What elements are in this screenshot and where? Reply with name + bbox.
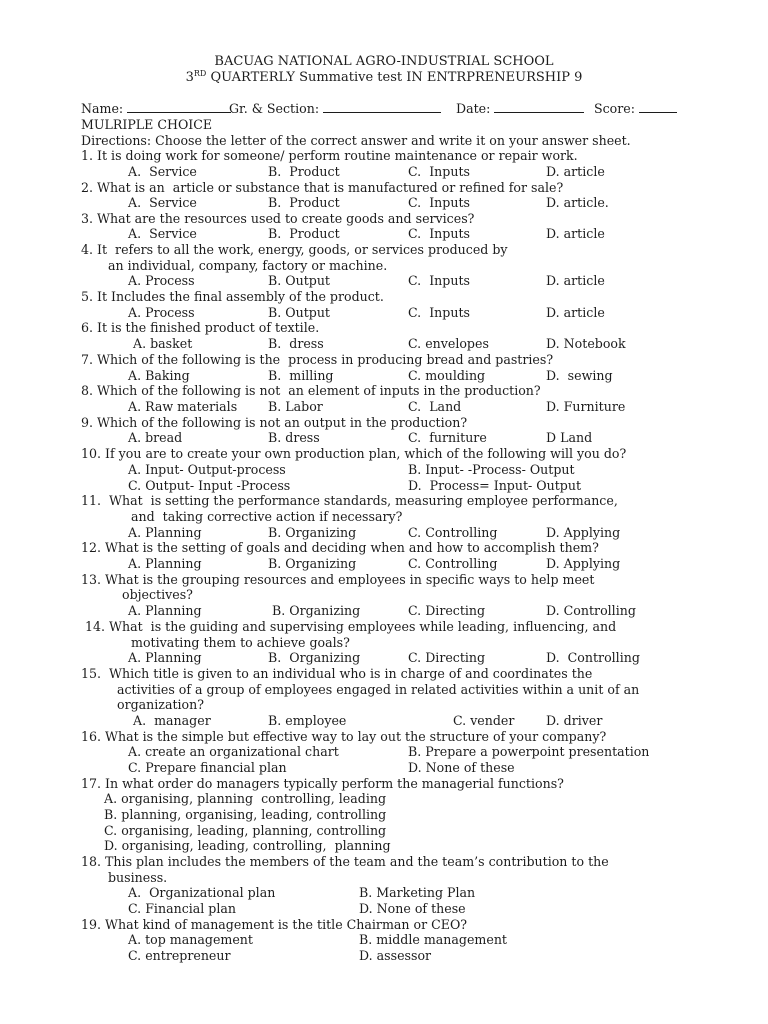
- q7-option-a: A. Baking: [128, 368, 190, 383]
- q1-option-c: C. Inputs: [408, 164, 470, 179]
- q14-option-d: D. Controlling: [546, 650, 640, 665]
- score-blank[interactable]: [639, 101, 677, 113]
- q9-option-b: B. dress: [268, 430, 320, 445]
- q16-option-d: D. None of these: [408, 760, 515, 775]
- question-15-stem-cont1: activities of a group of employees engaged in related activities within a unit of an: [117, 682, 640, 697]
- q4-option-b: B. Output: [268, 273, 330, 288]
- q13-option-b: B. Organizing: [272, 603, 361, 618]
- q9-option-c: C. furniture: [408, 430, 487, 445]
- q5-option-b: B. Output: [268, 305, 330, 320]
- q1-option-a: A. Service: [128, 164, 197, 179]
- q12-option-c: C. Controlling: [408, 556, 498, 571]
- question-3-stem: 3. What are the resources used to create goods and services?: [81, 211, 475, 226]
- q11-option-b: B. Organizing: [268, 525, 357, 540]
- q15-option-c: C. vender: [453, 713, 515, 728]
- q5-option-a: A. Process: [128, 305, 195, 320]
- score-field[interactable]: [594, 101, 677, 117]
- q10-option-a: A. Input- Output-process: [128, 462, 286, 477]
- q14-option-a: A. Planning: [128, 650, 202, 665]
- date-blank[interactable]: [494, 101, 584, 113]
- question-18-stem-cont: business.: [108, 870, 168, 885]
- question-4-stem-cont: an individual, company, factory or machine.: [108, 258, 388, 273]
- q3-option-b: B. Product: [268, 226, 340, 241]
- q2-option-b: B. Product: [268, 195, 340, 210]
- q17-option-b: B. planning, organising, leading, controlling: [104, 807, 387, 822]
- q8-option-b: B. Labor: [268, 399, 323, 414]
- question-16-stem: 16. What is the simple but effective way to lay out the structure of your company?: [81, 729, 607, 744]
- q9-option-d: D Land: [546, 430, 593, 445]
- q11-option-d: D. Applying: [546, 525, 621, 540]
- q15-option-b: B. employee: [268, 713, 347, 728]
- question-14-stem-cont: motivating them to achieve goals?: [131, 635, 350, 650]
- question-17-stem: 17. In what order do managers typically perform the managerial functions?: [81, 776, 564, 791]
- question-11-stem-cont: and taking corrective action if necessary?: [131, 509, 403, 524]
- score-label: Score:: [594, 101, 635, 116]
- q6-option-b: B. dress: [268, 336, 324, 351]
- q6-option-c: C. envelopes: [408, 336, 489, 351]
- q7-option-b: B. milling: [268, 368, 334, 383]
- question-6-stem: 6. It is the finished product of textile.: [81, 320, 320, 335]
- q4-option-c: C. Inputs: [408, 273, 470, 288]
- school-name: BACUAG NATIONAL AGRO-INDUSTRIAL SCHOOL: [214, 54, 554, 69]
- q4-option-a: A. Process: [128, 273, 195, 288]
- q16-option-a: A. create an organizational chart: [128, 744, 339, 759]
- q18-option-a: A. Organizational plan: [128, 885, 276, 900]
- q12-option-a: A. Planning: [128, 556, 202, 571]
- question-9-stem: 9. Which of the following is not an output in the production?: [81, 415, 468, 430]
- q2-option-d: D. article.: [546, 195, 609, 210]
- q3-option-c: C. Inputs: [408, 226, 470, 241]
- q14-option-b: B. Organizing: [268, 650, 361, 665]
- q13-option-a: A. Planning: [128, 603, 202, 618]
- q15-option-a: A. manager: [133, 713, 211, 728]
- q17-option-c: C. organising, leading, planning, controlling: [104, 823, 387, 838]
- q12-option-b: B. Organizing: [268, 556, 357, 571]
- q4-option-d: D. article: [546, 273, 605, 288]
- test-title-sup: RD: [193, 69, 207, 78]
- q8-option-c: C. Land: [408, 399, 462, 414]
- question-8-stem: 8. Which of the following is not an element of inputs in the production?: [81, 383, 541, 398]
- test-title: [0, 70, 768, 86]
- q7-option-d: D. sewing: [546, 368, 613, 383]
- directions: Directions: Choose the letter of the correct answer and write it on your answer sheet.: [81, 133, 631, 148]
- question-1-stem: 1. It is doing work for someone/ perform routine maintenance or repair work.: [81, 148, 578, 163]
- q18-option-b: B. Marketing Plan: [359, 885, 476, 900]
- question-18-stem: 18. This plan includes the members of the team and the team’s contribution to the: [81, 854, 609, 869]
- q1-option-d: D. article: [546, 164, 605, 179]
- section-label: Gr. & Section:: [229, 101, 320, 116]
- q14-option-c: C. Directing: [408, 650, 486, 665]
- q5-option-c: C. Inputs: [408, 305, 470, 320]
- q19-option-b: B. middle management: [359, 932, 507, 947]
- q11-option-c: C. Controlling: [408, 525, 498, 540]
- q16-option-c: C. Prepare financial plan: [128, 760, 287, 775]
- q2-option-a: A. Service: [128, 195, 197, 210]
- q10-option-b: B. Input- -Process- Output: [408, 462, 575, 477]
- question-4-stem: 4. It refers to all the work, energy, goods, or services produced by: [81, 242, 508, 257]
- question-11-stem: 11. What is setting the performance standards, measuring employee performance,: [81, 493, 618, 508]
- q13-option-d: D. Controlling: [546, 603, 636, 618]
- q16-option-b: B. Prepare a powerpoint presentation: [408, 744, 650, 759]
- question-2-stem: 2. What is an article or substance that is manufactured or refined for sale?: [81, 180, 564, 195]
- question-12-stem: 12. What is the setting of goals and deciding when and how to accomplish them?: [81, 540, 599, 555]
- q18-option-c: C. Financial plan: [128, 901, 237, 916]
- q7-option-c: C. moulding: [408, 368, 486, 383]
- q8-option-a: A. Raw materials: [128, 399, 238, 414]
- question-19-stem: 19. What kind of management is the title Chairman or CEO?: [81, 917, 468, 932]
- q10-option-d: D. Process= Input- Output: [408, 478, 582, 493]
- question-13-stem-cont: objectives?: [122, 587, 193, 602]
- q10-option-c: C. Output- Input -Process: [128, 478, 291, 493]
- section-title: MULRIPLE CHOICE: [81, 117, 213, 132]
- test-title-prefix: 3: [185, 70, 194, 85]
- question-7-stem: 7. Which of the following is the process in producing bread and pastries?: [81, 352, 554, 367]
- q1-option-b: B. Product: [268, 164, 340, 179]
- q15-option-d: D. driver: [546, 713, 603, 728]
- section-blank[interactable]: [323, 101, 441, 113]
- question-15-stem: 15. Which title is given to an individual who is in charge of and coordinates the: [81, 666, 593, 681]
- q3-option-a: A. Service: [128, 226, 197, 241]
- name-label: Name:: [81, 101, 124, 116]
- name-blank[interactable]: [127, 101, 231, 113]
- q19-option-a: A. top management: [128, 932, 253, 947]
- q8-option-d: D. Furniture: [546, 399, 626, 414]
- question-13-stem: 13. What is the grouping resources and employees in specific ways to help meet: [81, 572, 595, 587]
- section-field[interactable]: [229, 101, 441, 117]
- q17-option-a: A. organising, planning controlling, leading: [104, 791, 387, 806]
- date-field[interactable]: [456, 101, 584, 117]
- name-field[interactable]: [81, 101, 231, 117]
- date-label: Date:: [456, 101, 491, 116]
- q13-option-c: C. Directing: [408, 603, 486, 618]
- q19-option-d: D. assessor: [359, 948, 432, 963]
- q2-option-c: C. Inputs: [408, 195, 470, 210]
- q3-option-d: D. article: [546, 226, 605, 241]
- q11-option-a: A. Planning: [128, 525, 202, 540]
- q12-option-d: D. Applying: [546, 556, 621, 571]
- q18-option-d: D. None of these: [359, 901, 466, 916]
- question-5-stem: 5. It Includes the final assembly of the product.: [81, 289, 384, 304]
- question-15-stem-cont2: organization?: [117, 697, 204, 712]
- q5-option-d: D. article: [546, 305, 605, 320]
- q17-option-d: D. organising, leading, controlling, planning: [104, 838, 391, 853]
- q6-option-d: D. Notebook: [546, 336, 626, 351]
- q19-option-c: C. entrepreneur: [128, 948, 231, 963]
- test-title-text: QUARTERLY Summative test IN ENTRPRENEURSHIP 9: [206, 70, 583, 85]
- q6-option-a: A. basket: [133, 336, 193, 351]
- q9-option-a: A. bread: [128, 430, 183, 445]
- question-10-stem: 10. If you are to create your own production plan, which of the following will you do?: [81, 446, 627, 461]
- question-14-stem: 14. What is the guiding and supervising employees while leading, influencing, and: [81, 619, 617, 634]
